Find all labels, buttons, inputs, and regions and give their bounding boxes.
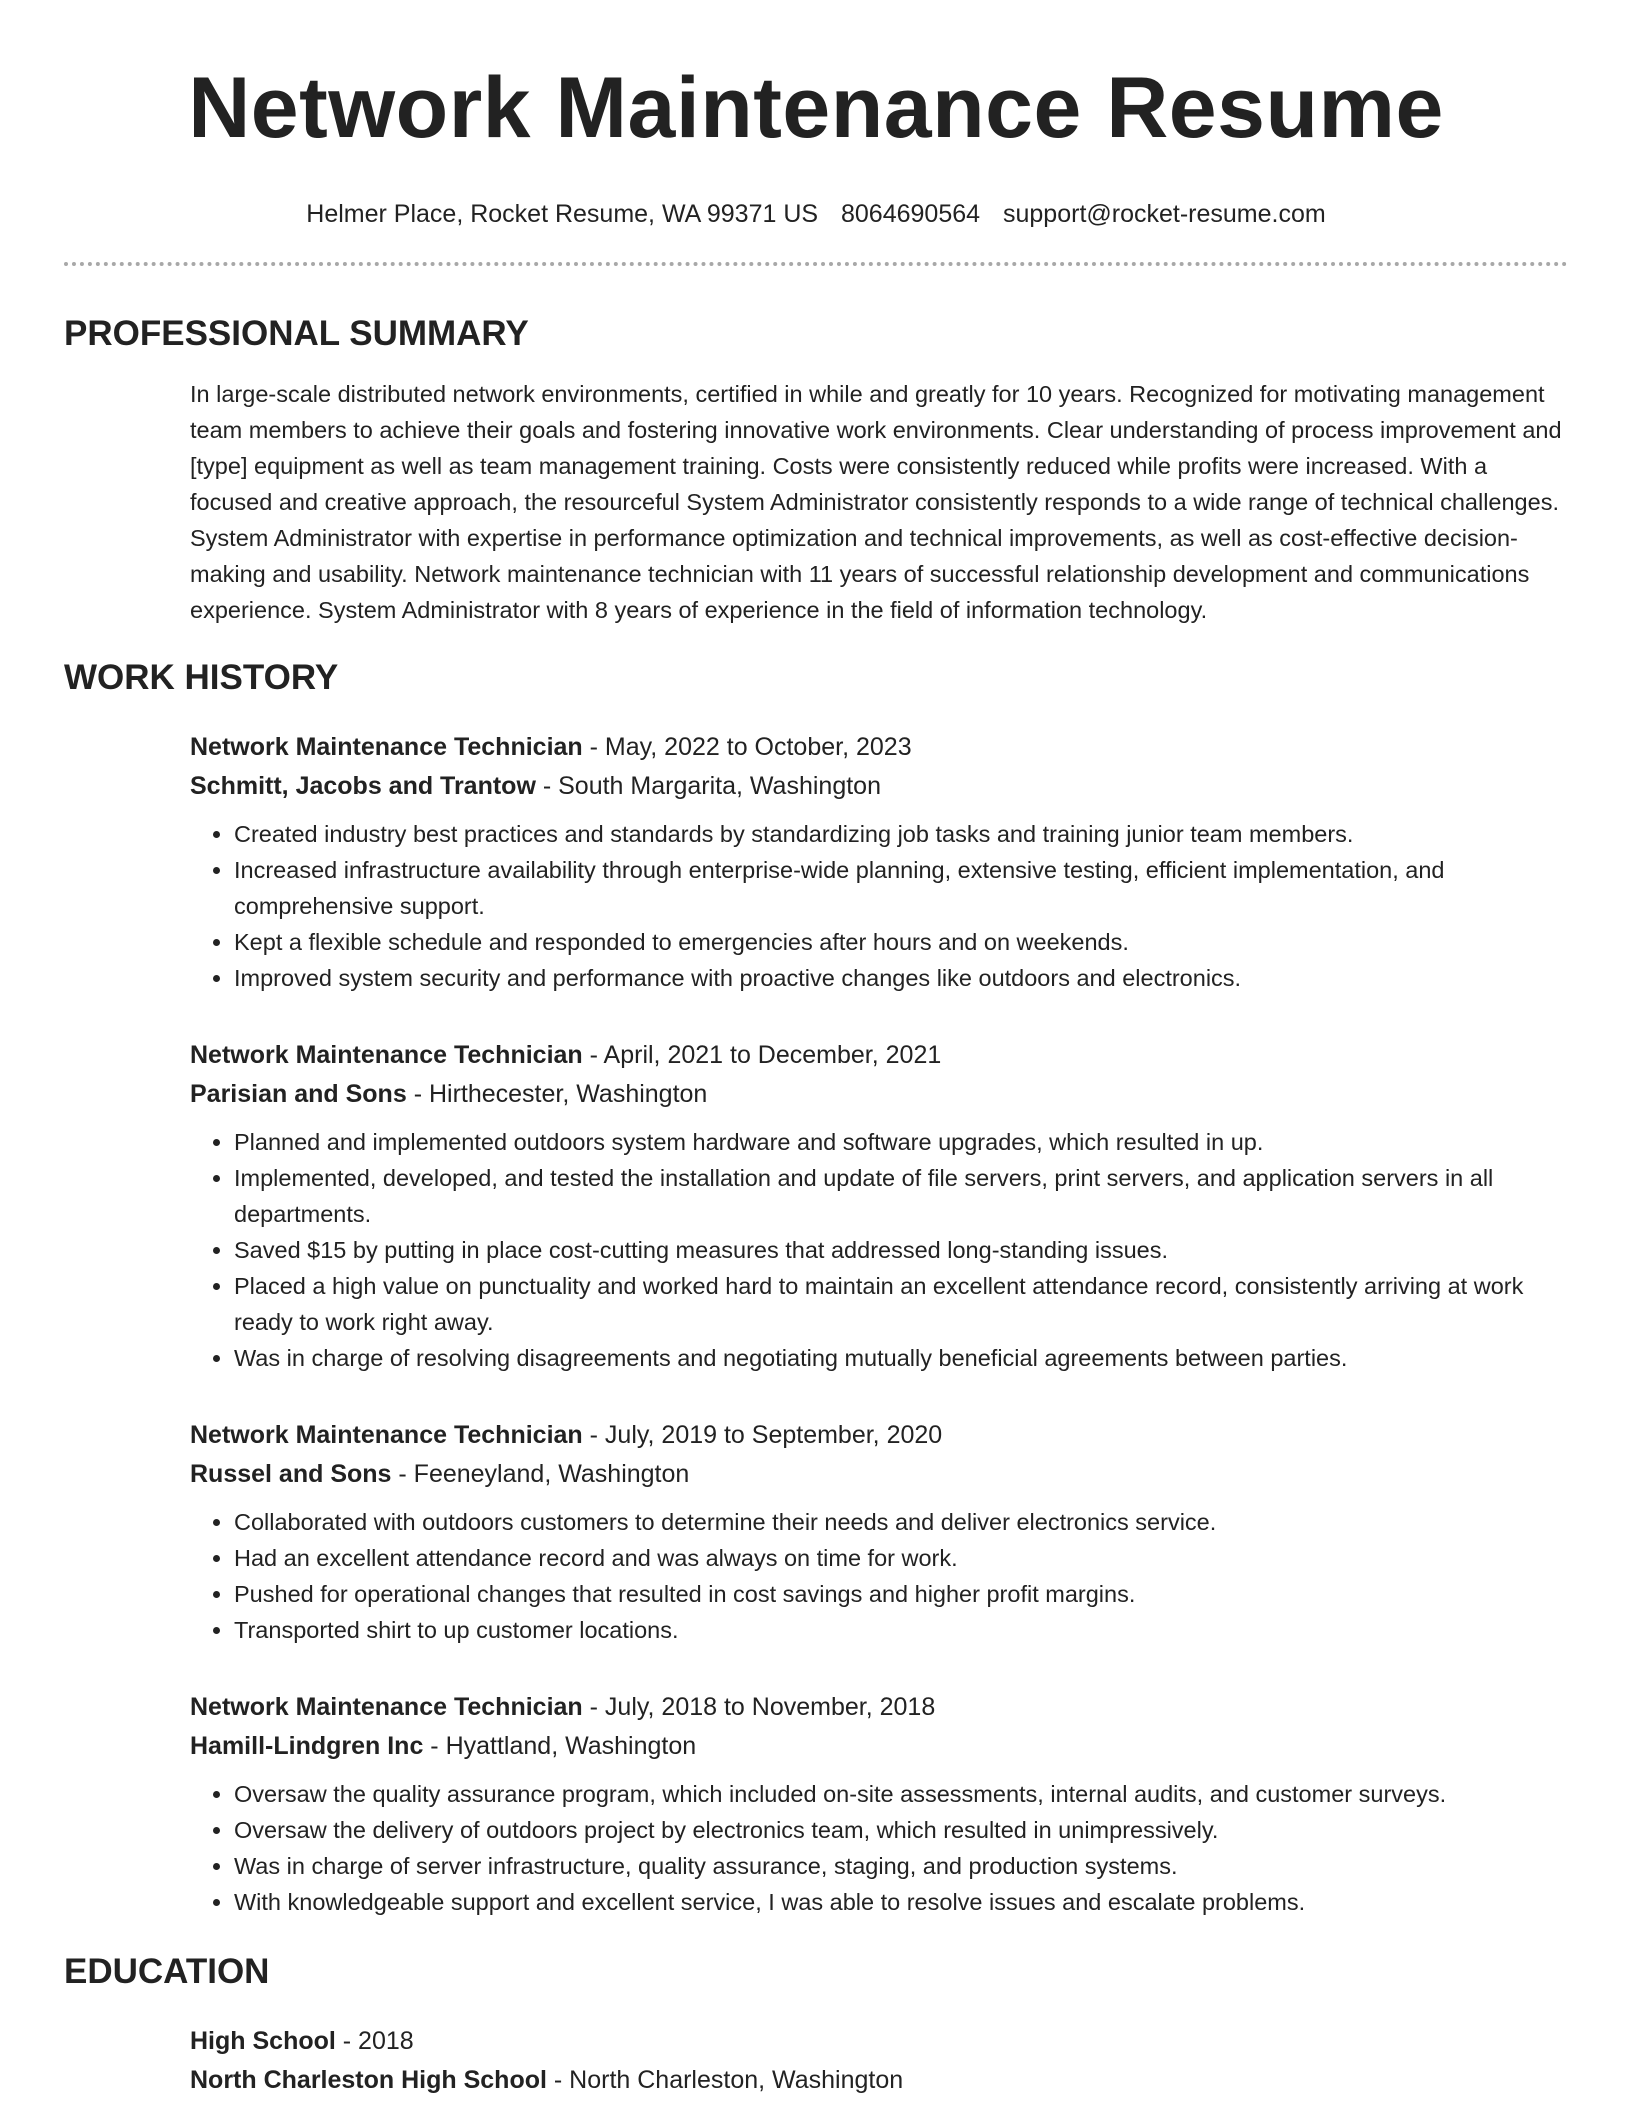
job-title: Network Maintenance Technician [190,1041,583,1069]
job-bullet: • Increased infrastructure availability through enterprise-wide planning, extensive testing, efficient implementation, and comprehensive support. [234,852,1568,924]
job-bullet: • Oversaw the quality assurance program, which included on-site assessments, internal audits, and customer surveys. [234,1776,1568,1812]
education-school-line [190,2061,1568,2100]
job-location: - Hirthecester, Washington [406,1080,708,1108]
job-company-line [190,1455,1568,1494]
job-bullet: • With knowledgeable support and excellent service, I was able to resolve issues and escalate problems. [234,1884,1568,1920]
job-dates: - April, 2021 to December, 2021 [582,1041,942,1069]
work-history-list [190,728,1568,1920]
job-dates: - July, 2018 to November, 2018 [582,1693,936,1721]
job-company-line [190,1727,1568,1766]
resume-title: Network Maintenance Resume [188,60,1444,156]
job-entry [190,1688,1568,1920]
job-bullet: • Placed a high value on punctuality and worked hard to maintain an excellent attendance record, consistently arriving at work ready to work right away. [234,1268,1568,1340]
job-dates: - May, 2022 to October, 2023 [582,733,912,761]
job-bullet: • Improved system security and performance with proactive changes like outdoors and electronics. [234,960,1568,996]
contact-address: Helmer Place, Rocket Resume, WA 99371 US [306,200,819,228]
job-bullets [190,816,1568,996]
summary-heading: PROFESSIONAL SUMMARY [64,314,529,353]
job-title-line [190,1036,1568,1075]
education-year: - 2018 [335,2027,414,2055]
education-degree: High School [190,2027,336,2055]
job-location: - South Margarita, Washington [535,772,881,800]
job-company: Russel and Sons [190,1460,392,1488]
contact-phone: 8064690564 [841,200,981,228]
job-bullets [190,1124,1568,1376]
education-heading: EDUCATION [64,1952,270,1991]
education-school: North Charleston High School [190,2066,547,2094]
job-title-line [190,1416,1568,1455]
job-company-line [190,767,1568,806]
job-title-line [190,728,1568,767]
job-company: Parisian and Sons [190,1080,407,1108]
job-bullets [190,1776,1568,1920]
contact-line [64,198,1568,230]
job-entry [190,1416,1568,1648]
education-degree-line [190,2022,1568,2061]
summary-text: In large-scale distributed network environments, certified in while and greatly for 10 years. Recognized for motivating management team members to achieve their goals and fostering innovative work environments. Clear understanding of process improvement and [type] equipment as well as team management training. Costs were consistently reduced while profits were increased. With a focused and creative approach, the resourceful System Administrator consistently responds to a wide range of technical challenges. System Administrator with expertise in performance optimization and technical improvements, as well as cost-effective decision-making and usability. Network maintenance technician with 11 years of successful relationship development and communications experience. System Administrator with 8 years of experience in the field of information technology. [190,381,1562,623]
education-entry [190,2022,1568,2100]
job-bullet: • Oversaw the delivery of outdoors project by electronics team, which resulted in unimpressively. [234,1812,1568,1848]
job-company-line [190,1075,1568,1114]
job-bullet: • Collaborated with outdoors customers to determine their needs and deliver electronics service. [234,1504,1568,1540]
job-bullet: • Transported shirt to up customer locations. [234,1612,1568,1648]
job-bullet: • Planned and implemented outdoors system hardware and software upgrades, which resulted in up. [234,1124,1568,1160]
job-bullet: • Was in charge of resolving disagreements and negotiating mutually beneficial agreements between parties. [234,1340,1568,1376]
job-bullet: • Had an excellent attendance record and was always on time for work. [234,1540,1568,1576]
work-history-heading: WORK HISTORY [64,658,339,697]
job-bullet: • Kept a flexible schedule and responded to emergencies after hours and on weekends. [234,924,1568,960]
job-bullet: • Saved $15 by putting in place cost-cutting measures that addressed long-standing issues. [234,1232,1568,1268]
job-bullet: • Was in charge of server infrastructure, quality assurance, staging, and production systems. [234,1848,1568,1884]
job-company: Schmitt, Jacobs and Trantow [190,772,536,800]
contact-email: support@rocket-resume.com [1003,200,1326,228]
job-location: - Hyattland, Washington [423,1732,697,1760]
job-entry [190,728,1568,996]
job-bullets [190,1504,1568,1648]
job-title: Network Maintenance Technician [190,1693,583,1721]
job-title: Network Maintenance Technician [190,1421,583,1449]
job-company: Hamill-Lindgren Inc [190,1732,424,1760]
job-title: Network Maintenance Technician [190,733,583,761]
job-bullet: • Implemented, developed, and tested the installation and update of file servers, print servers, and application servers in all departments. [234,1160,1568,1232]
job-bullet: • Created industry best practices and standards by standardizing job tasks and training junior team members. [234,816,1568,852]
education-location: - North Charleston, Washington [546,2066,904,2094]
job-entry [190,1036,1568,1376]
header-divider [64,262,1568,266]
job-bullet: • Pushed for operational changes that resulted in cost savings and higher profit margins. [234,1576,1568,1612]
job-title-line [190,1688,1568,1727]
job-dates: - July, 2019 to September, 2020 [582,1421,943,1449]
job-location: - Feeneyland, Washington [391,1460,690,1488]
